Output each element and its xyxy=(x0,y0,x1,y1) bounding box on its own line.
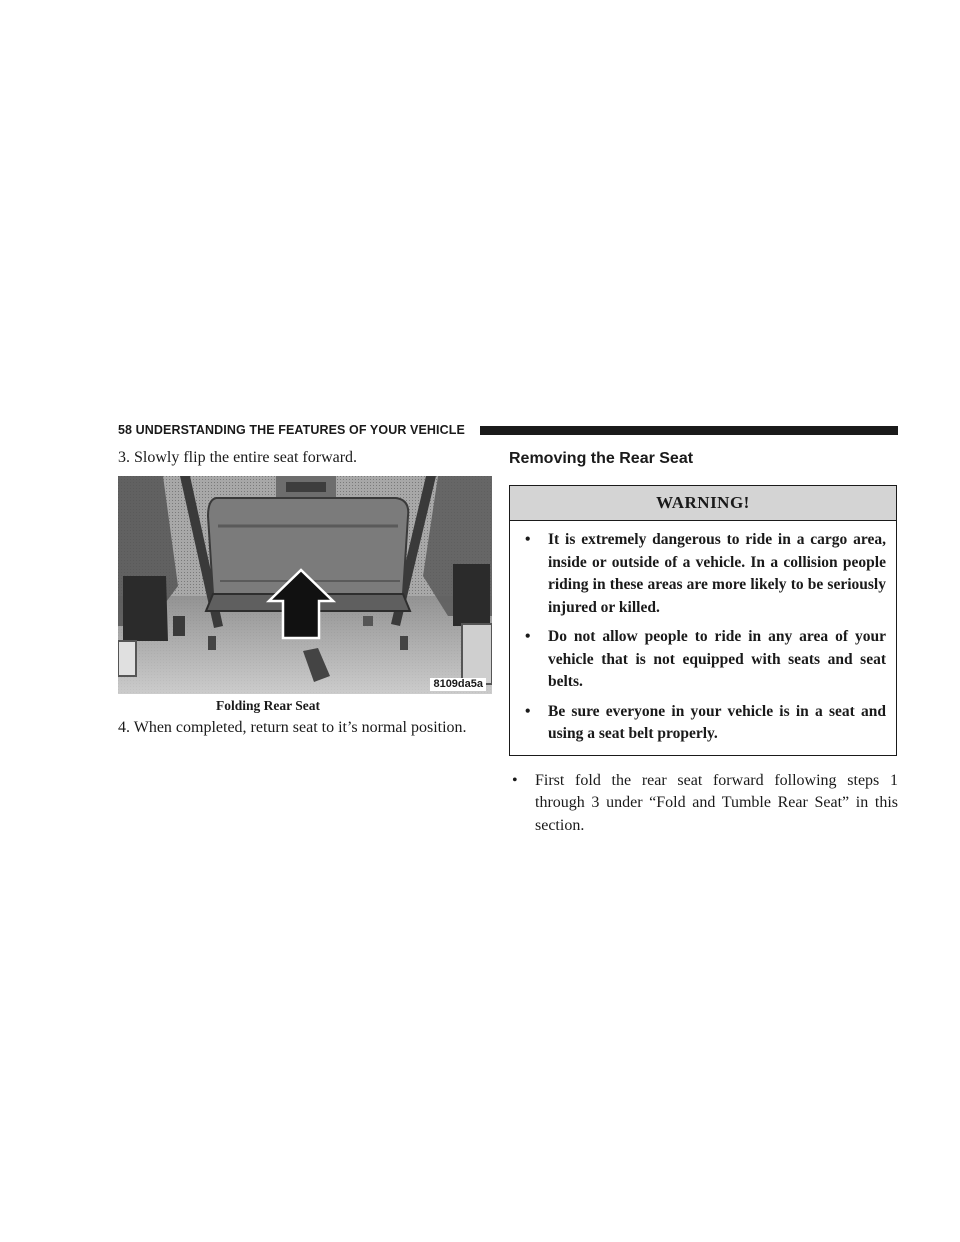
seat-photo-illustration xyxy=(118,476,492,694)
header-rule xyxy=(480,426,898,435)
warning-list xyxy=(510,521,896,755)
section-title: Removing the Rear Seat xyxy=(509,450,694,467)
step-3-text: 3. Slowly flip the entire seat forward. xyxy=(118,449,358,466)
left-column xyxy=(118,447,493,738)
warning-item-text: Do not allow people to ride in any area of your vehicle that is not equipped with seats and seat belts. xyxy=(548,628,886,690)
list-item-text: First fold the rear seat forward following steps 1 through 3 under “Fold and Tumble Rear Seat” in this section. xyxy=(535,771,898,834)
figure-code-label: 8109da5a xyxy=(430,678,486,691)
right-column xyxy=(509,449,898,837)
bullet-icon: • xyxy=(525,531,531,548)
step-4-text: 4. When completed, return seat to it’s normal position. xyxy=(118,719,467,736)
figure-caption: Folding Rear Seat xyxy=(216,698,320,713)
instruction-list xyxy=(509,770,898,838)
bullet-icon: • xyxy=(525,702,531,720)
page-header-text: 58 UNDERSTANDING THE FEATURES OF YOUR VEHICLE xyxy=(118,423,465,437)
warning-item-text: Be sure everyone in your vehicle is in a seat and using a seat belt properly. xyxy=(548,702,886,742)
warning-title: WARNING! xyxy=(510,486,896,521)
page-header xyxy=(118,422,898,438)
warning-item xyxy=(523,626,886,694)
figure-folding-rear-seat xyxy=(118,476,492,717)
warning-item-text: It is extremely dangerous to ride in a cargo area, inside or outside of a vehicle. In a collision people riding in these areas are more likely to be seriously injured or killed. xyxy=(548,531,886,616)
warning-item xyxy=(523,529,886,619)
warning-box xyxy=(509,485,897,756)
list-item xyxy=(509,770,898,838)
warning-item xyxy=(523,701,886,746)
bullet-icon: • xyxy=(512,771,518,789)
bullet-icon: • xyxy=(525,628,531,645)
